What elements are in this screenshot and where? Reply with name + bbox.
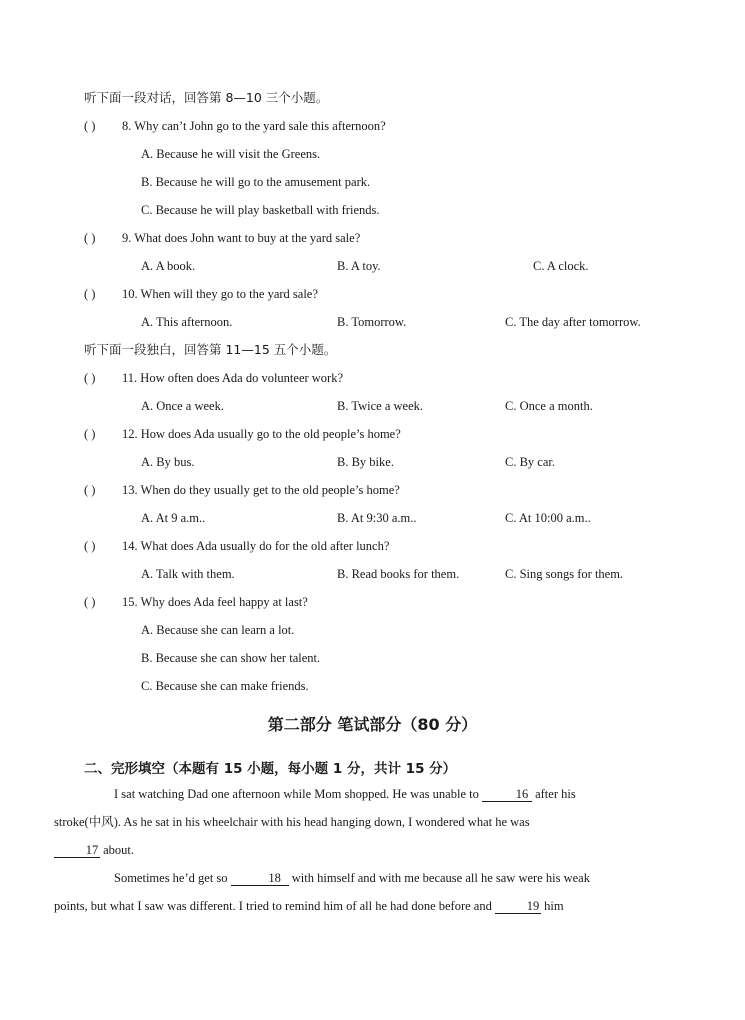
question-15: 15. Why does Ada feel happy at last? bbox=[122, 595, 308, 609]
cloze-text: stroke(中风). As he sat in his wheelchair with his head hanging down, I wondered what he was bbox=[54, 815, 530, 829]
q12-option-a: A. By bus. bbox=[141, 455, 195, 469]
answer-bracket: ( ) bbox=[84, 427, 96, 441]
cloze-text: about. bbox=[103, 843, 135, 857]
answer-bracket: ( ) bbox=[84, 539, 96, 553]
cloze-text: I sat watching Dad one afternoon while Mom shopped. He was unable to bbox=[114, 787, 479, 801]
cloze-text: points, but what I saw was different. I tried to remind him of all he had done before and bbox=[54, 899, 492, 913]
q11-option-c: C. Once a month. bbox=[505, 399, 593, 413]
q8-option-a: A. Because he will visit the Greens. bbox=[141, 147, 321, 161]
section-title: 二、完形填空（本题有 15 小题，每小题 1 分，共计 15 分） bbox=[84, 761, 457, 777]
answer-bracket: ( ) bbox=[84, 371, 96, 385]
cloze-text: after his bbox=[535, 787, 576, 801]
part-title: 第二部分 笔试部分（80 分） bbox=[267, 715, 478, 734]
cloze-text: Sometimes he’d get so bbox=[114, 871, 228, 885]
q13-option-c: C. At 10:00 a.m.. bbox=[505, 511, 591, 525]
answer-bracket: ( ) bbox=[84, 287, 96, 301]
answer-bracket: ( ) bbox=[84, 595, 96, 609]
question-9: 9. What does John want to buy at the yard sale? bbox=[122, 231, 361, 245]
q8-option-c: C. Because he will play basketball with friends. bbox=[141, 203, 380, 217]
dialogue-instruction: 听下面一段对话，回答第 8—10 三个小题。 bbox=[84, 90, 329, 105]
cloze-paragraph-1 bbox=[54, 780, 660, 864]
q15-option-b: B. Because she can show her talent. bbox=[141, 651, 321, 665]
q11-option-b: B. Twice a week. bbox=[337, 399, 424, 413]
question-11: 11. How often does Ada do volunteer work? bbox=[122, 371, 344, 385]
q9-option-c: C. A clock. bbox=[533, 259, 589, 273]
q12-option-b: B. By bike. bbox=[337, 455, 394, 469]
blank-18: 18 bbox=[231, 871, 289, 886]
q11-option-a: A. Once a week. bbox=[141, 399, 224, 413]
cloze-paragraph-2 bbox=[54, 864, 660, 920]
question-12: 12. How does Ada usually go to the old people’s home? bbox=[122, 427, 401, 441]
q10-option-b: B. Tomorrow. bbox=[337, 315, 407, 329]
blank-19: 19 bbox=[495, 899, 541, 914]
q13-option-a: A. At 9 a.m.. bbox=[141, 511, 206, 525]
cloze-text: him bbox=[544, 899, 564, 913]
q13-option-b: B. At 9:30 a.m.. bbox=[337, 511, 417, 525]
q8-option-b: B. Because he will go to the amusement park. bbox=[141, 175, 371, 189]
q15-option-c: C. Because she can make friends. bbox=[141, 679, 309, 693]
q10-option-a: A. This afternoon. bbox=[141, 315, 233, 329]
q10-option-c: C. The day after tomorrow. bbox=[505, 315, 641, 329]
answer-bracket: ( ) bbox=[84, 231, 96, 245]
cloze-text: with himself and with me because all he saw were his weak bbox=[291, 871, 590, 885]
question-10: 10. When will they go to the yard sale? bbox=[122, 287, 318, 301]
question-13: 13. When do they usually get to the old people’s home? bbox=[122, 483, 400, 497]
question-8: 8. Why can’t John go to the yard sale this afternoon? bbox=[122, 119, 386, 133]
q9-option-a: A. A book. bbox=[141, 259, 196, 273]
answer-bracket: ( ) bbox=[84, 483, 96, 497]
q12-option-c: C. By car. bbox=[505, 455, 555, 469]
q15-option-a: A. Because she can learn a lot. bbox=[141, 623, 295, 637]
q14-option-b: B. Read books for them. bbox=[337, 567, 460, 581]
q9-option-b: B. A toy. bbox=[337, 259, 381, 273]
answer-bracket: ( ) bbox=[84, 119, 96, 133]
blank-16: 16 bbox=[482, 787, 532, 802]
q14-option-a: A. Talk with them. bbox=[141, 567, 235, 581]
monologue-instruction: 听下面一段独白，回答第 11—15 五个小题。 bbox=[84, 342, 337, 357]
blank-17: 17 bbox=[54, 843, 100, 858]
q14-option-c: C. Sing songs for them. bbox=[505, 567, 624, 581]
question-14: 14. What does Ada usually do for the old after lunch? bbox=[122, 539, 390, 553]
